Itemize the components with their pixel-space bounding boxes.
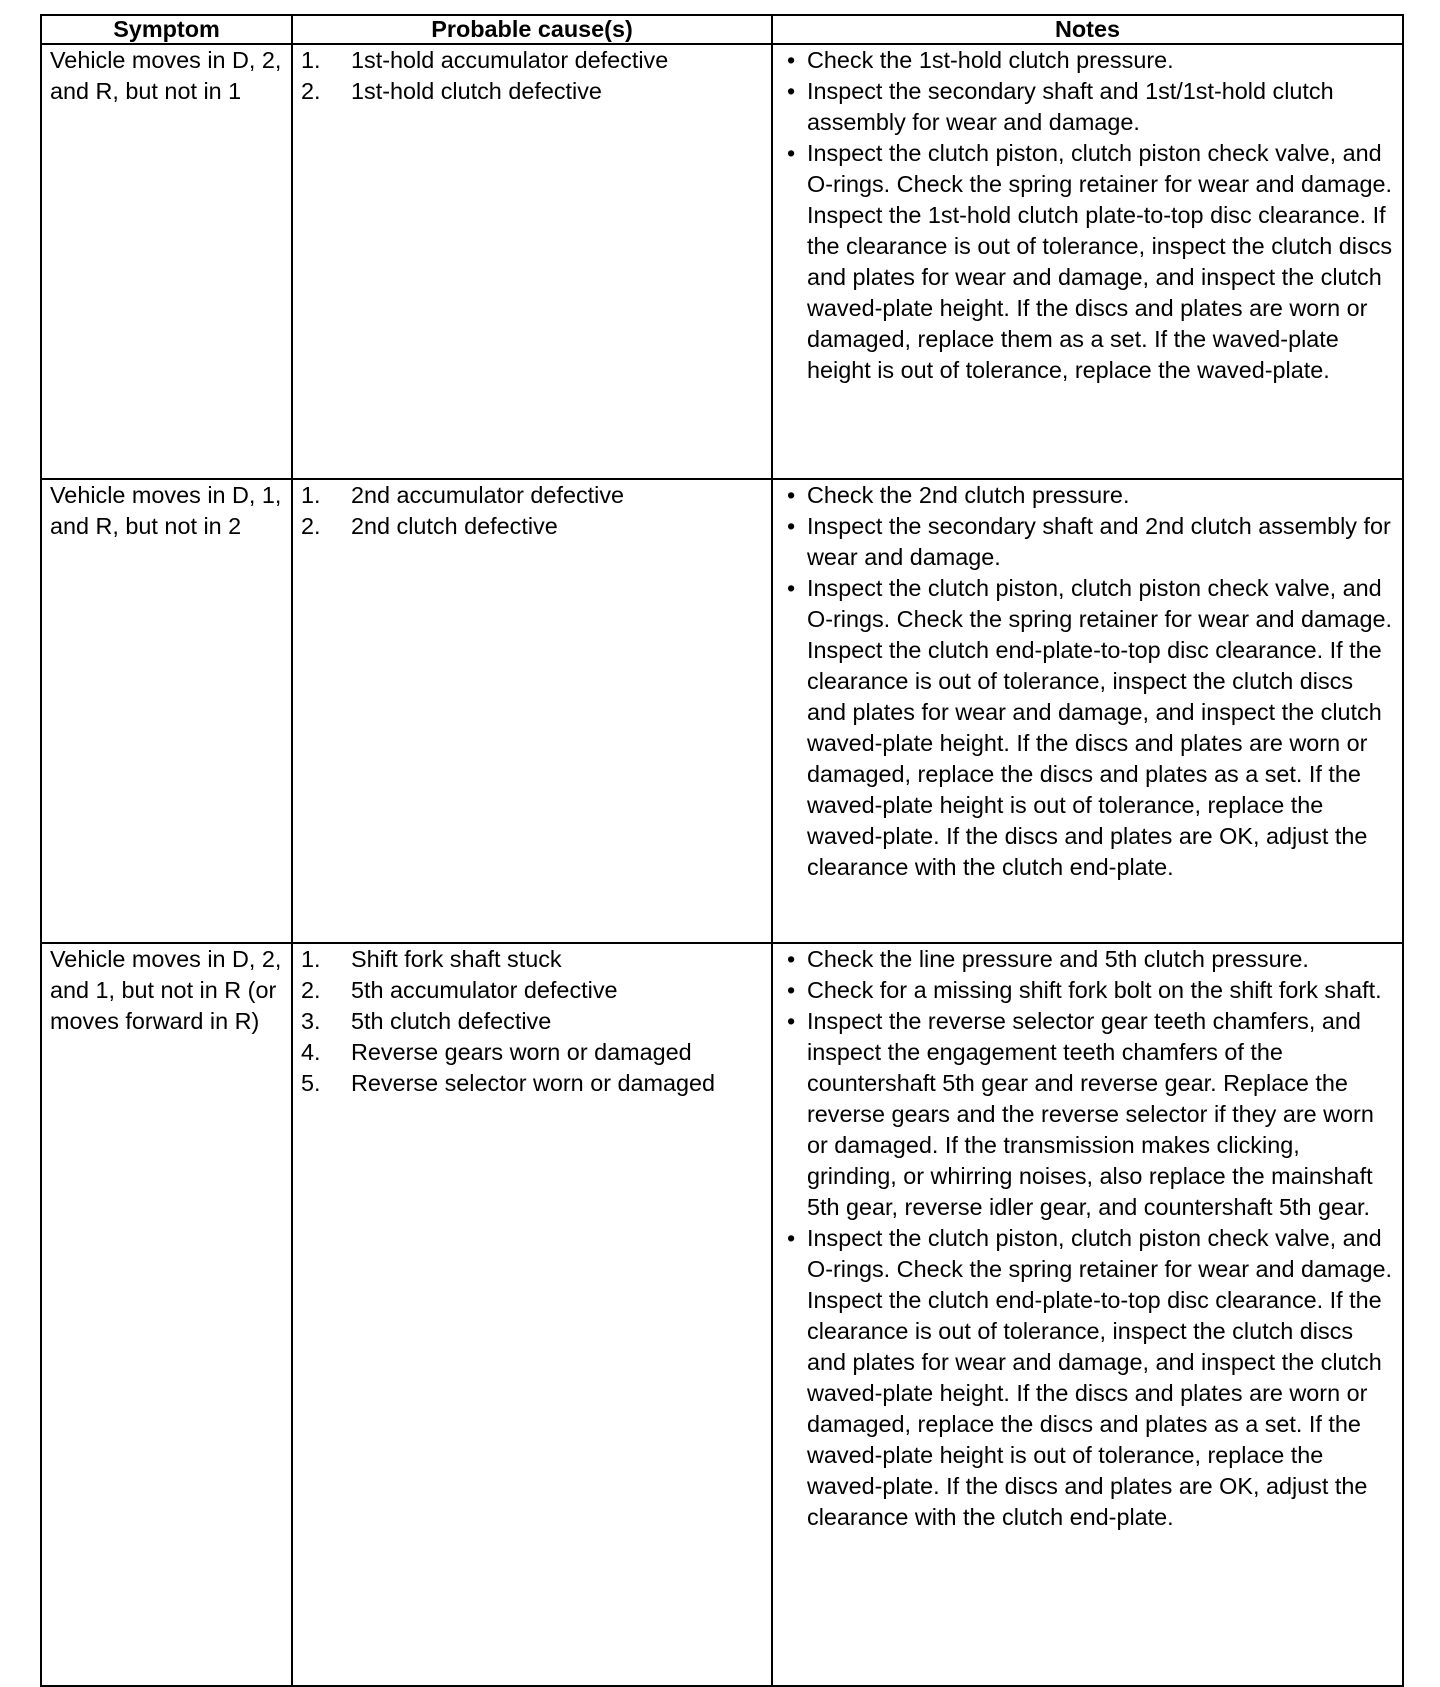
table-row [41,943,1403,1686]
note-list [781,45,1394,386]
cause-item [301,975,763,1006]
header-symptom: Symptom [41,15,292,44]
note-text: Check the 2nd clutch pressure. [807,482,1130,508]
cause-item [301,45,763,76]
note-text: Inspect the clutch piston, clutch piston check valve, and O-rings. Check the spring retainer for wear and damage. Inspect the 1st-hold clutch plate-to-top disc clearance. If the clearance is out of tolerance, inspect the clutch discs and plates for wear and damage, and inspect the clutch waved-plate height. If the discs and plates are worn or damaged, replace them as a set. If the waved-plate height is out of tolerance, replace the waved-plate. [807,140,1393,383]
bullet-icon: • [787,946,796,972]
cause-item [301,944,763,975]
cause-text: 5th accumulator defective [351,977,618,1003]
cause-text: Shift fork shaft stuck [351,946,562,972]
note-text: Check the line pressure and 5th clutch pressure. [807,946,1309,972]
symptom-cell [41,943,292,1686]
cause-number: 4. [301,1039,321,1065]
cause-item [301,511,763,542]
symptom-text: Vehicle moves in D, 2, and 1, but not in R (or moves forward in R) [50,946,282,1034]
note-list [781,944,1394,1533]
cause-item [301,480,763,511]
cause-number: 5. [301,1070,321,1096]
bullet-icon: • [787,482,796,508]
note-text: Check the 1st-hold clutch pressure. [807,47,1174,73]
symptom-cell [41,44,292,479]
cause-item [301,76,763,107]
header-row [41,15,1403,44]
note-text: Inspect the secondary shaft and 1st/1st-hold clutch assembly for wear and damage. [807,78,1334,135]
note-text: Inspect the clutch piston, clutch piston check valve, and O-rings. Check the spring retainer for wear and damage. Inspect the clutch end-plate-to-top disc clearance. If the clearance is out of tolerance, inspect the clutch discs and plates for wear and damage, and inspect the clutch waved-plate height. If the discs and plates are worn or damaged, replace the discs and plates as a set. If the waved-plate height is out of tolerance, replace the waved-plate. If the discs and plates are OK, adjust the clearance with the clutch end-plate. [807,575,1393,880]
note-item [781,45,1394,76]
cause-text: 5th clutch defective [351,1008,552,1034]
bullet-icon: • [787,47,796,73]
cause-number: 2. [301,78,321,104]
note-item [781,1223,1394,1533]
note-item [781,76,1394,138]
symptom-text: Vehicle moves in D, 2, and R, but not in 1 [50,47,282,104]
note-item [781,975,1394,1006]
cause-item [301,1037,763,1068]
note-text: Inspect the clutch piston, clutch piston check valve, and O-rings. Check the spring retainer for wear and damage. Inspect the clutch end-plate-to-top disc clearance. If the clearance is out of tolerance, inspect the clutch discs and plates for wear and damage, and inspect the clutch waved-plate height. If the discs and plates are worn or damaged, replace the discs and plates as a set. If the waved-plate height is out of tolerance, replace the waved-plate. If the discs and plates are OK, adjust the clearance with the clutch end-plate. [807,1225,1393,1530]
cause-number: 2. [301,513,321,539]
note-item [781,573,1394,883]
cause-text: 1st-hold accumulator defective [351,47,669,73]
note-item [781,138,1394,386]
note-list [781,480,1394,883]
cause-number: 1. [301,946,321,972]
cause-list [301,480,763,542]
note-item [781,480,1394,511]
note-text: Check for a missing shift fork bolt on the shift fork shaft. [807,977,1382,1003]
symptom-cell [41,479,292,943]
bullet-icon: • [787,78,796,104]
note-text: Inspect the secondary shaft and 2nd clutch assembly for wear and damage. [807,513,1391,570]
bullet-icon: • [787,575,796,601]
notes-cell [772,943,1403,1686]
cause-text: Reverse gears worn or damaged [351,1039,692,1065]
note-item [781,1006,1394,1223]
note-text: Inspect the reverse selector gear teeth chamfers, and inspect the engagement teeth chamfers of the countershaft 5th gear and reverse gear. Replace the reverse gears and the reverse selector if they are worn or damaged. If the transmission makes clicking, grinding, or whirring noises, also replace the mainshaft 5th gear, reverse idler gear, and countershaft 5th gear. [807,1008,1374,1220]
cause-text: 2nd clutch defective [351,513,558,539]
cause-text: Reverse selector worn or damaged [351,1070,716,1096]
cause-item [301,1006,763,1037]
bullet-icon: • [787,140,796,166]
table-row [41,479,1403,943]
cause-number: 3. [301,1008,321,1034]
causes-cell [292,943,772,1686]
note-item [781,944,1394,975]
note-item [781,511,1394,573]
cause-number: 1. [301,47,321,73]
notes-cell [772,479,1403,943]
troubleshooting-table [40,14,1404,1687]
notes-cell [772,44,1403,479]
bullet-icon: • [787,977,796,1003]
cause-item [301,1068,763,1099]
bullet-icon: • [787,1225,796,1251]
cause-number: 1. [301,482,321,508]
cause-text: 1st-hold clutch defective [351,78,602,104]
header-causes: Probable cause(s) [292,15,772,44]
cause-list [301,45,763,107]
causes-cell [292,44,772,479]
cause-list [301,944,763,1099]
bullet-icon: • [787,513,796,539]
header-notes: Notes [772,15,1403,44]
cause-text: 2nd accumulator defective [351,482,625,508]
symptom-text: Vehicle moves in D, 1, and R, but not in 2 [50,482,282,539]
cause-number: 2. [301,977,321,1003]
causes-cell [292,479,772,943]
table-row [41,44,1403,479]
bullet-icon: • [787,1008,796,1034]
